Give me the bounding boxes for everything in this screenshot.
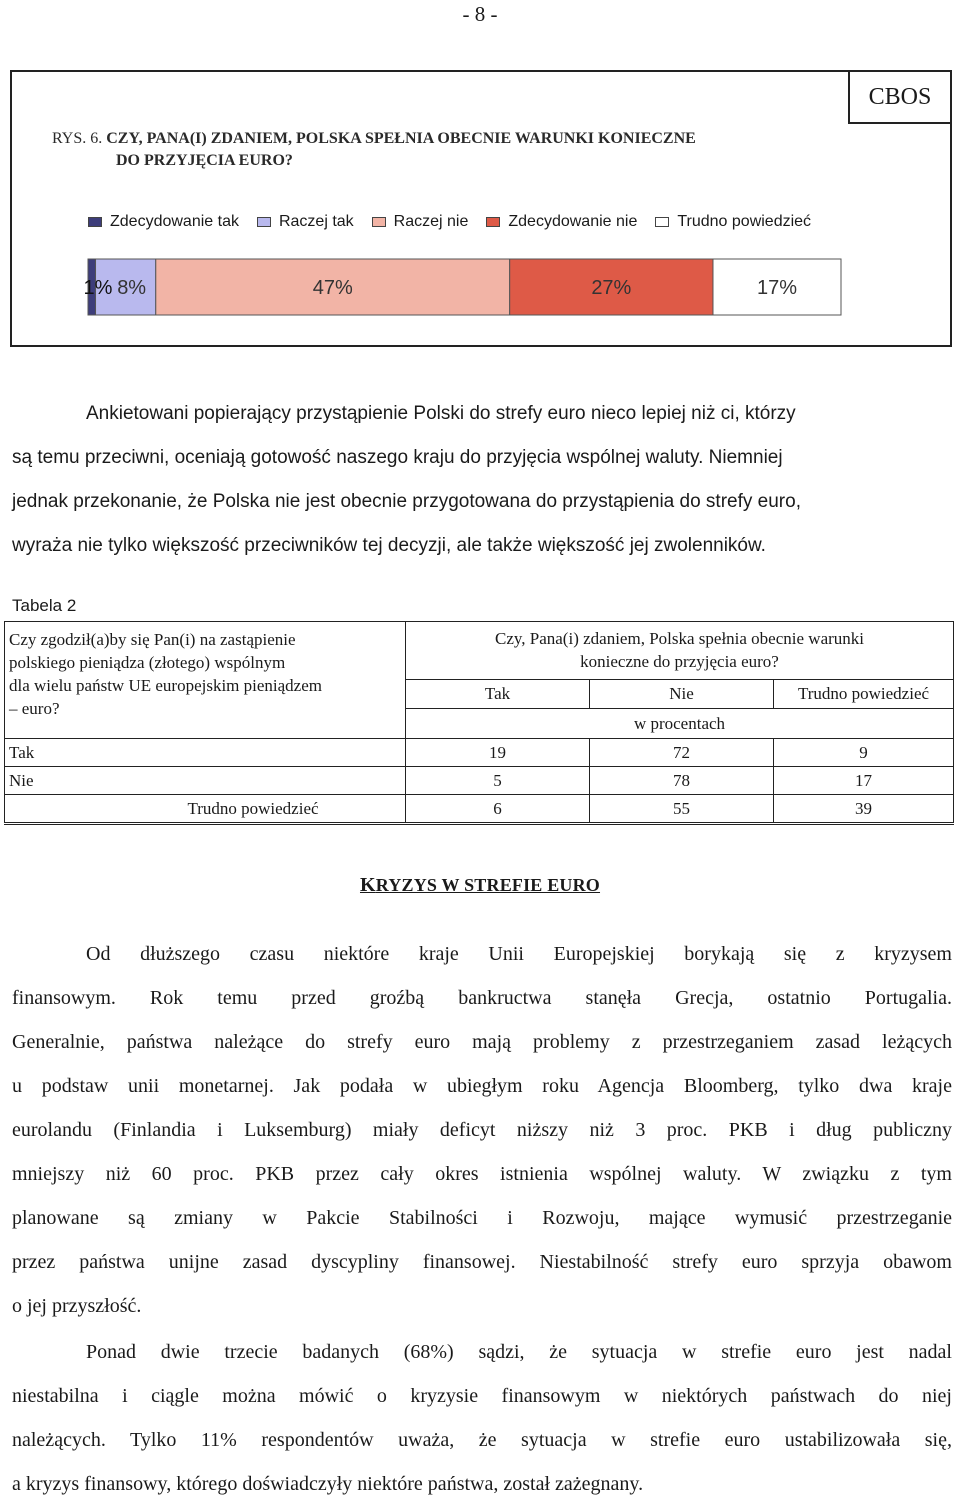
legend-label: Zdecydowanie nie: [508, 213, 638, 230]
row-question-line: dla wielu państw UE europejskim pieniądzem: [9, 676, 322, 695]
column-header-nie: Nie: [590, 679, 774, 709]
column-header-trudno: Trudno powiedzieć: [774, 679, 954, 709]
paragraph-line: przez państwa unijne zasad dyscypliny finansowej. Niestabilność strefy euro sprzyja obawom: [12, 1251, 952, 1273]
paragraph-line: są temu przeciwni, oceniają gotowość naszego kraju do przyjęcia wspólnej waluty. Niemniej: [12, 447, 783, 468]
cell-value: 72: [590, 739, 774, 767]
cell-value: 55: [590, 795, 774, 824]
paragraph-crisis: [12, 932, 952, 1328]
cell-value: 5: [406, 767, 590, 795]
bar-value-label: 17%: [756, 277, 798, 299]
heading-rest: RYZYS W STREFIE EURO: [375, 875, 601, 895]
chart-question-line-1: CZY, PANA(I) ZDANIEM, POLSKA SPEŁNIA OBECNIE WARUNKI KONIECZNE: [106, 130, 696, 147]
cell-value: 6: [406, 795, 590, 824]
legend-label: Zdecydowanie tak: [110, 213, 239, 230]
cell-value: 19: [406, 739, 590, 767]
chart-frame: [10, 70, 952, 347]
paragraph-line: planowane są zmiany w Pakcie Stabilności i Rozwoju, mające wymusić przestrzeganie: [12, 1207, 952, 1229]
bar-value-label: 47%: [312, 277, 353, 299]
table-row: [5, 767, 954, 795]
legend-label: Trudno powiedzieć: [677, 213, 812, 230]
paragraph-line: a kryzys finansowy, którego doświadczyły niektóre państwa, został zażegnany.: [12, 1473, 644, 1495]
paragraph-line: Ankietowani popierający przystąpienie Polski do strefy euro nieco lepiej niż ci, którzy: [86, 403, 796, 424]
cell-value: 9: [774, 739, 954, 767]
paragraph-line: wyraża nie tylko większość przeciwników tej decyzji, ale także większość jej zwolenników.: [12, 535, 766, 556]
unit-cell: w procentach: [406, 709, 954, 739]
column-question-cell: [406, 622, 954, 680]
bar-value-label: 1%: [83, 277, 113, 299]
page-number: - 8 -: [462, 2, 498, 26]
paragraph-line: Ponad dwie trzecie badanych (68%) sądzi, że sytuacja w strefie euro jest nadal: [86, 1341, 952, 1363]
figure-label: RYS. 6.: [52, 130, 103, 147]
row-question-line: polskiego pieniądza (złotego) wspólnym: [9, 653, 286, 672]
crosstab-table: [4, 621, 954, 825]
row-question-line: – euro?: [9, 699, 60, 718]
cbos-brand-box: CBOS: [848, 70, 952, 124]
column-question-line: konieczne do przyjęcia euro?: [580, 652, 779, 672]
table-row: [5, 795, 954, 824]
paragraph-intro: [12, 392, 952, 568]
bar-value-label: 8%: [117, 277, 147, 299]
row-label: Trudno powiedzieć: [5, 795, 406, 824]
paragraph-line: należących. Tylko 11% respondentów uważa, że sytuacja w strefie euro ustabilizowała się,: [12, 1429, 952, 1451]
row-label: Nie: [5, 767, 406, 795]
row-question-line: Czy zgodził(a)by się Pan(i) na zastąpienie: [9, 630, 296, 649]
legend-label: Raczej tak: [278, 213, 354, 230]
paragraph-line: Generalnie, państwa należące do strefy euro mają problemy z przestrzeganiem zasad leżących: [12, 1031, 952, 1053]
paragraph-opinion: [12, 1330, 952, 1506]
row-label: Tak: [5, 739, 406, 767]
bar-value-label: 27%: [591, 277, 632, 299]
paragraph-line: Od dłuższego czasu niektóre kraje Unii Europejskiej borykają się z kryzysem: [86, 943, 952, 965]
cell-value: 78: [590, 767, 774, 795]
paragraph-line: niestabilna i ciągle można mówić o kryzysie finansowym w niektórych państwach do niej: [12, 1385, 952, 1407]
chart-question-line-2: DO PRZYJĘCIA EURO?: [116, 152, 293, 169]
paragraph-line: o jej przyszłość.: [12, 1295, 142, 1317]
paragraph-line: finansowym. Rok temu przed groźbą bankructwa stanęła Grecja, ostatnio Portugalia.: [12, 987, 952, 1009]
paragraph-line: u podstaw unii monetarnej. Jak podała w ubiegłym roku Agencja Bloomberg, tylko dwa kraje: [12, 1075, 952, 1097]
section-heading: [0, 874, 960, 897]
column-question-line: Czy, Pana(i) zdaniem, Polska spełnia obecnie warunki: [494, 629, 864, 649]
table-label: Tabela 2: [12, 596, 77, 615]
paragraph-line: jednak przekonanie, że Polska nie jest obecnie przygotowana do przystąpienia do strefy euro,: [12, 491, 801, 512]
paragraph-line: mniejszy niż 60 proc. PKB przez cały okres istnienia wspólnej waluty. W związku z tym: [12, 1163, 952, 1185]
paragraph-line: eurolandu (Finlandia i Luksemburg) miały deficyt niższy niż 3 proc. PKB i dług publiczny: [12, 1119, 952, 1141]
cell-value: 39: [774, 795, 954, 824]
table-row: [5, 739, 954, 767]
chart-bar-svg: [12, 72, 950, 345]
column-header-tak: Tak: [406, 679, 590, 709]
legend-label: Raczej nie: [393, 213, 469, 230]
heading-first-letter: K: [359, 874, 376, 896]
row-question-cell: [5, 622, 406, 739]
cell-value: 17: [774, 767, 954, 795]
